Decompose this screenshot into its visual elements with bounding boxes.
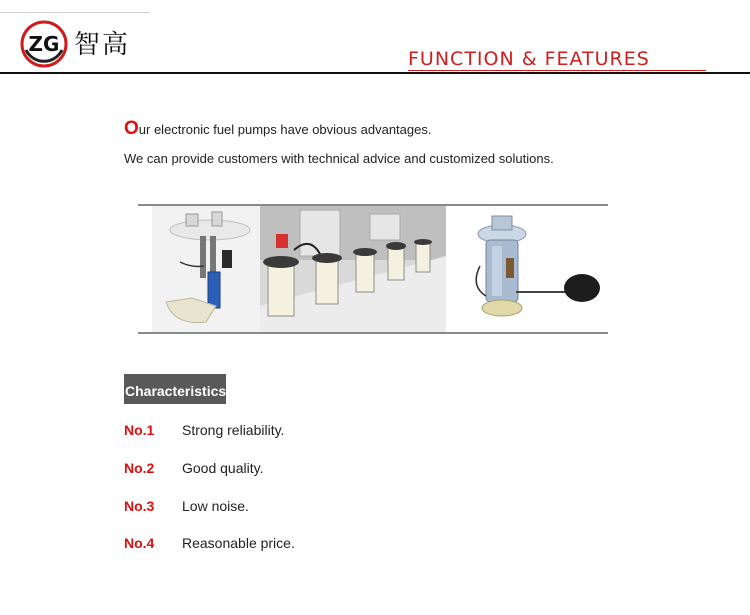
intro-line-2: We can provide customers with technical advice and customized solutions. xyxy=(124,151,554,166)
intro-line-1 xyxy=(124,118,431,140)
page-title: FUNCTION & FEATURES xyxy=(408,48,650,70)
top-rule xyxy=(0,12,150,13)
feature-text: Good quality. xyxy=(182,460,264,476)
feature-number: No.2 xyxy=(124,460,155,476)
logo-chinese-text: 智高 xyxy=(74,30,131,60)
feature-text: Low noise. xyxy=(182,498,249,514)
logo-letters: ZG xyxy=(28,32,60,56)
feature-number: No.1 xyxy=(124,422,155,438)
intro-drop-letter: O xyxy=(124,118,139,139)
feature-number: No.3 xyxy=(124,498,155,514)
characteristics-heading-label: Characteristics xyxy=(125,383,227,399)
intro-line-1-rest: ur electronic fuel pumps have obvious advantages. xyxy=(138,122,432,137)
product-image-strip xyxy=(138,204,608,334)
characteristics-heading xyxy=(124,374,226,404)
fuel-pump-with-float-arm-photo xyxy=(446,206,608,332)
feature-text: Reasonable price. xyxy=(182,535,295,551)
company-logo xyxy=(20,20,140,68)
strip-bottom-rule xyxy=(138,332,608,334)
feature-number: No.4 xyxy=(124,535,155,551)
zg-logo-icon xyxy=(20,20,68,68)
header-rule xyxy=(0,72,750,74)
title-underline xyxy=(408,70,706,71)
feature-text: Strong reliability. xyxy=(182,422,285,438)
fuel-pump-production-line-photo xyxy=(260,206,446,332)
fuel-pump-module-photo xyxy=(152,206,260,332)
